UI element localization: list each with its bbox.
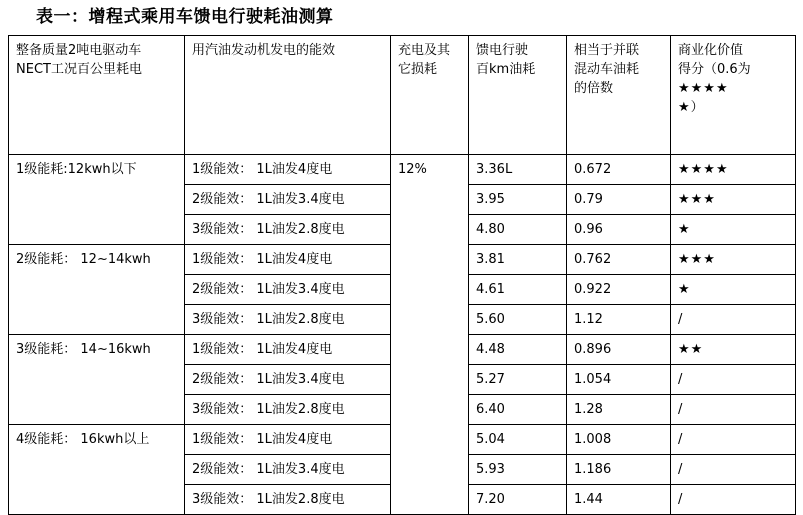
column-header-losses-line-2: 它损耗 — [398, 62, 438, 77]
group-label-energy-level-3: 3级能耗： 14~16kwh — [9, 335, 185, 425]
page-title: 表一：增程式乘用车馈电行驶耗油测算 — [36, 7, 334, 27]
column-header-ratio-line-3: 的倍数 — [574, 81, 614, 96]
column-header-losses-line-1: 充电及其 — [398, 43, 451, 58]
ratio-cell: 1.12 — [567, 305, 671, 335]
efficiency-cell: 1级能效： 1L油发4度电 — [185, 425, 391, 455]
score-cell: ★★ — [671, 335, 796, 365]
fuel-cell: 5.04 — [469, 425, 567, 455]
ratio-cell: 1.28 — [567, 395, 671, 425]
ratio-cell: 0.96 — [567, 215, 671, 245]
group-label-energy-level-1: 1级能耗:12kwh以下 — [9, 155, 185, 245]
ratio-cell: 0.762 — [567, 245, 671, 275]
column-header-curb-weight-line-1: 整备质量2吨电驱动车 — [16, 43, 142, 58]
efficiency-cell: 1级能效： 1L油发4度电 — [185, 335, 391, 365]
fuel-cell: 7.20 — [469, 485, 567, 515]
score-cell: ★★★★ — [671, 155, 796, 185]
fuel-consumption-table — [8, 35, 796, 515]
column-header-ratio — [567, 36, 671, 155]
table-header-row — [9, 36, 796, 155]
efficiency-cell: 1级能效： 1L油发4度电 — [185, 155, 391, 185]
column-header-score-line-3: ★★★★ — [678, 81, 729, 96]
score-cell: / — [671, 485, 796, 515]
efficiency-cell: 3级能效： 1L油发2.8度电 — [185, 305, 391, 335]
ratio-cell: 0.79 — [567, 185, 671, 215]
column-header-efficiency-line-1: 用汽油发动机发电的能效 — [192, 43, 336, 58]
column-header-score — [671, 36, 796, 155]
efficiency-cell: 3级能效： 1L油发2.8度电 — [185, 215, 391, 245]
ratio-cell: 0.896 — [567, 335, 671, 365]
column-header-ratio-line-1: 相当于并联 — [574, 43, 640, 58]
column-header-efficiency — [185, 36, 391, 155]
group-label-energy-level-2: 2级能耗： 12~14kwh — [9, 245, 185, 335]
column-header-curb-weight-line-2: NECT工况百公里耗电 — [16, 62, 142, 77]
fuel-cell: 6.40 — [469, 395, 567, 425]
score-cell: / — [671, 395, 796, 425]
fuel-cell: 4.80 — [469, 215, 567, 245]
fuel-cell: 4.61 — [469, 275, 567, 305]
fuel-cell: 3.81 — [469, 245, 567, 275]
ratio-cell: 1.44 — [567, 485, 671, 515]
efficiency-cell: 3级能效： 1L油发2.8度电 — [185, 395, 391, 425]
column-header-score-line-4: ★） — [678, 100, 705, 115]
score-cell: / — [671, 305, 796, 335]
ratio-cell: 1.186 — [567, 455, 671, 485]
ratio-cell: 1.008 — [567, 425, 671, 455]
loss-value-cell: 12% — [391, 155, 469, 515]
efficiency-cell: 2级能效： 1L油发3.4度电 — [185, 185, 391, 215]
efficiency-cell: 1级能效： 1L油发4度电 — [185, 245, 391, 275]
table-header — [9, 36, 796, 155]
ratio-cell: 0.672 — [567, 155, 671, 185]
score-cell: / — [671, 455, 796, 485]
efficiency-cell: 2级能效： 1L油发3.4度电 — [185, 365, 391, 395]
table-row — [9, 155, 796, 185]
efficiency-cell: 3级能效： 1L油发2.8度电 — [185, 485, 391, 515]
score-cell: ★ — [671, 275, 796, 305]
group-label-energy-level-4: 4级能耗： 16kwh以上 — [9, 425, 185, 515]
column-header-losses — [391, 36, 469, 155]
score-cell: ★★★ — [671, 245, 796, 275]
column-header-score-line-2: 得分（0.6为 — [678, 62, 751, 77]
fuel-cell: 3.95 — [469, 185, 567, 215]
score-cell: / — [671, 365, 796, 395]
fuel-cell: 4.48 — [469, 335, 567, 365]
ratio-cell: 1.054 — [567, 365, 671, 395]
score-cell: ★★★ — [671, 185, 796, 215]
column-header-fuel-line-2: 百km油耗 — [476, 62, 536, 77]
column-header-fuel-line-1: 馈电行驶 — [476, 43, 529, 58]
column-header-curb-weight — [9, 36, 185, 155]
column-header-ratio-line-2: 混动车油耗 — [574, 62, 640, 77]
score-cell: ★ — [671, 215, 796, 245]
efficiency-cell: 2级能效： 1L油发3.4度电 — [185, 275, 391, 305]
efficiency-cell: 2级能效： 1L油发3.4度电 — [185, 455, 391, 485]
fuel-cell: 5.60 — [469, 305, 567, 335]
column-header-fuel — [469, 36, 567, 155]
fuel-cell: 3.36L — [469, 155, 567, 185]
score-cell: / — [671, 425, 796, 455]
column-header-score-line-1: 商业化价值 — [678, 43, 744, 58]
fuel-cell: 5.93 — [469, 455, 567, 485]
fuel-cell: 5.27 — [469, 365, 567, 395]
ratio-cell: 0.922 — [567, 275, 671, 305]
table-body — [9, 155, 796, 515]
